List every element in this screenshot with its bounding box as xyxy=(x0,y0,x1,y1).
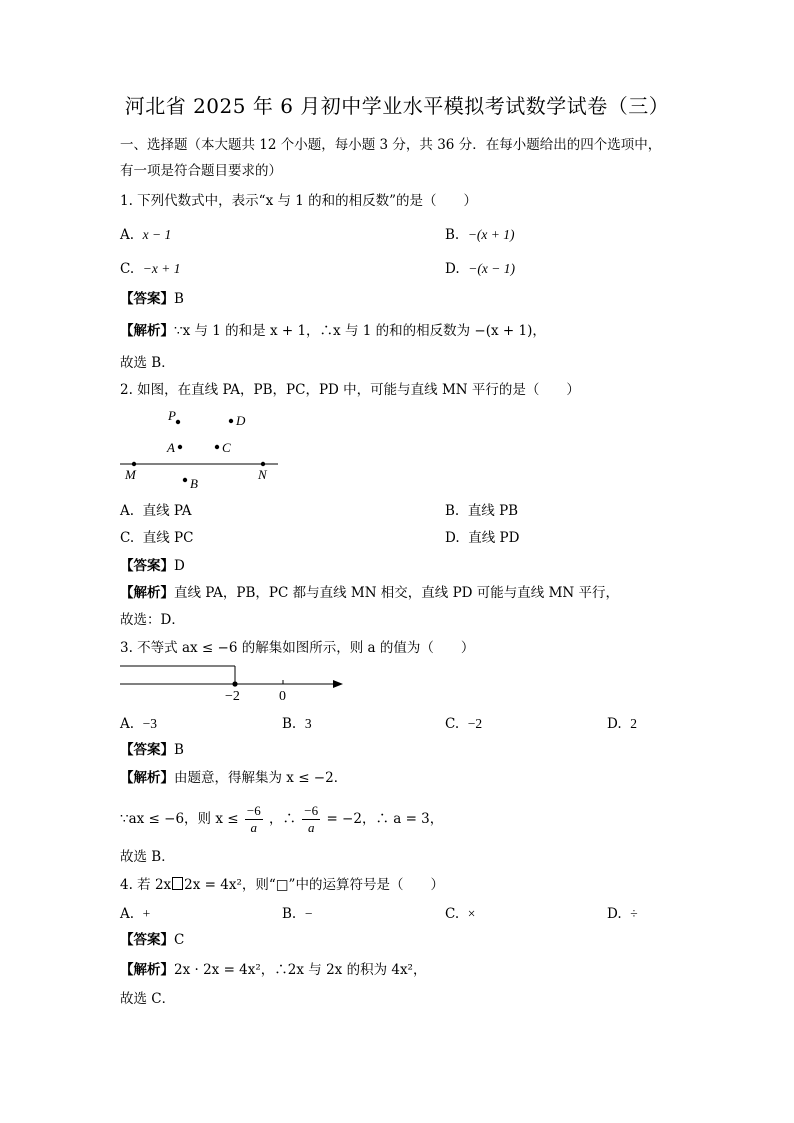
q2-option-b-text: 直线 PB xyxy=(467,503,519,519)
q4-option-a-text: + xyxy=(142,906,151,921)
q2-conclusion: 故选：D． xyxy=(120,612,185,628)
q2-stem: 2. 如图，在直线 PA，PB，PC，PD 中，可能与直线 MN 平行的是（ ） xyxy=(120,382,580,398)
q4-stem-post: 2x = 4x²，则“□”中的运算符号是（ ） xyxy=(184,877,444,893)
q4-option-b-text: − xyxy=(304,906,313,921)
q4-option-c-label: C. xyxy=(445,906,460,922)
q4-option-d-label: D. xyxy=(607,906,622,922)
q4-stem xyxy=(120,876,444,894)
q4-conclusion: 故选 C． xyxy=(120,991,176,1007)
label-b: B xyxy=(190,476,198,491)
q2-answer-value: D xyxy=(174,558,185,574)
q1-option-d-label: D. xyxy=(445,261,460,277)
q1-answer xyxy=(120,290,184,308)
label-d: D xyxy=(236,413,246,428)
q3-derivation xyxy=(120,800,443,838)
q1-option-b xyxy=(445,226,515,244)
blank-box-icon xyxy=(172,877,183,890)
q3-fraction-1-num: −6 xyxy=(246,803,261,818)
page-title: 河北省 2025 年 6 月初中学业水平模拟考试数学试卷（三） xyxy=(124,94,670,118)
q1-answer-value: B xyxy=(174,291,184,307)
q1-option-a-text: x − 1 xyxy=(142,227,172,242)
q1-option-a-label: A. xyxy=(120,227,135,243)
q3-option-a-label: A. xyxy=(120,716,135,732)
q4-answer-tag: 【答案】 xyxy=(120,932,174,948)
q2-option-d xyxy=(445,529,519,547)
q3-answer-value: B xyxy=(174,742,184,758)
q3-analysis xyxy=(120,769,347,787)
label-n: N xyxy=(258,467,267,482)
solid-point-minus2 xyxy=(232,681,237,686)
q3-option-b-label: B. xyxy=(282,716,297,732)
point-d xyxy=(229,419,233,423)
q1-option-d-text: −(x − 1) xyxy=(468,261,515,276)
q2-option-d-label: D. xyxy=(445,530,460,546)
q3-analysis-tag: 【解析】 xyxy=(120,770,174,786)
q3-fraction-2-num: −6 xyxy=(304,803,319,818)
q4-option-b-label: B. xyxy=(282,906,297,922)
q4-option-c xyxy=(445,905,475,923)
q1-option-d xyxy=(445,260,515,278)
q3-fraction-1-den: a xyxy=(250,820,258,835)
q2-answer xyxy=(120,557,185,575)
q3-option-b-text: 3 xyxy=(304,716,312,731)
axis-arrow-icon xyxy=(333,680,343,688)
q3-option-d-text: 2 xyxy=(630,716,637,731)
point-c xyxy=(215,445,219,449)
q2-option-c xyxy=(120,529,193,547)
q1-option-b-text: −(x + 1) xyxy=(467,227,515,242)
q3-option-a-text: −3 xyxy=(142,716,158,731)
section-header-line2: 有一项是符合题目要求的） xyxy=(120,163,282,179)
q2-figure xyxy=(110,402,290,494)
q2-answer-tag: 【答案】 xyxy=(120,558,174,574)
q1-option-a xyxy=(120,226,171,244)
label-a: A xyxy=(167,440,175,455)
q3-option-d-label: D. xyxy=(607,716,622,732)
q3-option-c-text: −2 xyxy=(467,716,483,731)
q2-analysis xyxy=(120,584,619,602)
q3-number-line xyxy=(115,660,355,706)
label-zero: 0 xyxy=(279,689,286,704)
point-n xyxy=(261,462,265,466)
q1-conclusion: 故选 B． xyxy=(120,355,175,371)
q1-analysis xyxy=(120,322,546,340)
q2-option-c-label: C. xyxy=(120,530,135,546)
q3-option-c xyxy=(445,715,482,733)
q3-option-a xyxy=(120,715,157,733)
q3-stem: 3. 不等式 ax ≤ −6 的解集如图所示，则 a 的值为（ ） xyxy=(120,640,475,656)
q1-option-c-label: C. xyxy=(120,261,135,277)
q3-step-pre: ∵ax ≤ −6，则 x ≤ xyxy=(120,811,239,827)
q3-step-mid: ，∴ xyxy=(269,811,296,827)
q2-option-c-text: 直线 PC xyxy=(142,530,194,546)
q4-answer xyxy=(120,931,184,949)
q4-option-c-text: × xyxy=(467,906,476,921)
q2-option-a-text: 直线 PA xyxy=(142,503,192,519)
q3-conclusion: 故选 B． xyxy=(120,849,175,865)
q4-answer-value: C xyxy=(174,932,185,948)
q1-option-c xyxy=(120,260,180,278)
label-minus2: −2 xyxy=(225,689,240,704)
q3-answer xyxy=(120,741,184,759)
q2-analysis-tag: 【解析】 xyxy=(120,585,174,601)
q3-fraction-1 xyxy=(245,803,263,836)
q4-option-d xyxy=(607,905,638,923)
q1-option-b-label: B. xyxy=(445,227,460,243)
q4-analysis xyxy=(120,961,426,979)
q1-analysis-tag: 【解析】 xyxy=(120,323,174,339)
q4-option-b xyxy=(282,905,312,923)
q2-option-d-text: 直线 PD xyxy=(468,530,520,546)
label-c: C xyxy=(222,440,231,455)
q4-stem-pre: 4. 若 2x xyxy=(120,877,172,893)
q1-option-c-text: −x + 1 xyxy=(142,261,181,276)
q3-analysis-text: 由题意，得解集为 x ≤ −2． xyxy=(174,770,348,786)
q4-analysis-text: 2x · 2x = 4x²，∴2x 与 2x 的积为 4x²， xyxy=(174,962,427,978)
q3-option-c-label: C. xyxy=(445,716,460,732)
label-m: M xyxy=(125,467,136,482)
label-p: P xyxy=(168,408,176,423)
point-a xyxy=(178,445,182,449)
q2-option-a-label: A. xyxy=(120,503,135,519)
q4-option-a xyxy=(120,905,150,923)
q1-stem: 1. 下列代数式中，表示“x 与 1 的和的相反数”的是（ ） xyxy=(120,193,478,209)
section-header-line1: 一、选择题（本大题共 12 个小题，每小题 3 分，共 36 分．在每小题给出的四个选项中， xyxy=(120,137,662,153)
q2-option-b xyxy=(445,502,518,520)
q3-fraction-2-den: a xyxy=(307,820,315,835)
q4-option-a-label: A. xyxy=(120,906,135,922)
q2-option-a xyxy=(120,502,192,520)
q4-analysis-tag: 【解析】 xyxy=(120,962,174,978)
q3-option-b xyxy=(282,715,312,733)
point-m xyxy=(132,462,136,466)
q3-option-d xyxy=(607,715,637,733)
q2-option-b-label: B. xyxy=(445,503,460,519)
q4-option-d-text: ÷ xyxy=(630,906,638,921)
q1-analysis-text: ∵x 与 1 的和是 x + 1，∴x 与 1 的和的相反数为 −(x + 1)， xyxy=(174,323,546,339)
point-p xyxy=(176,420,180,424)
q3-answer-tag: 【答案】 xyxy=(120,742,174,758)
q3-fraction-2 xyxy=(302,803,320,836)
q3-step-post: = −2，∴ a = 3， xyxy=(326,811,444,827)
point-b xyxy=(183,478,187,482)
q1-answer-tag: 【答案】 xyxy=(120,291,174,307)
q2-analysis-text: 直线 PA，PB，PC 都与直线 MN 相交，直线 PD 可能与直线 MN 平行， xyxy=(174,585,620,601)
